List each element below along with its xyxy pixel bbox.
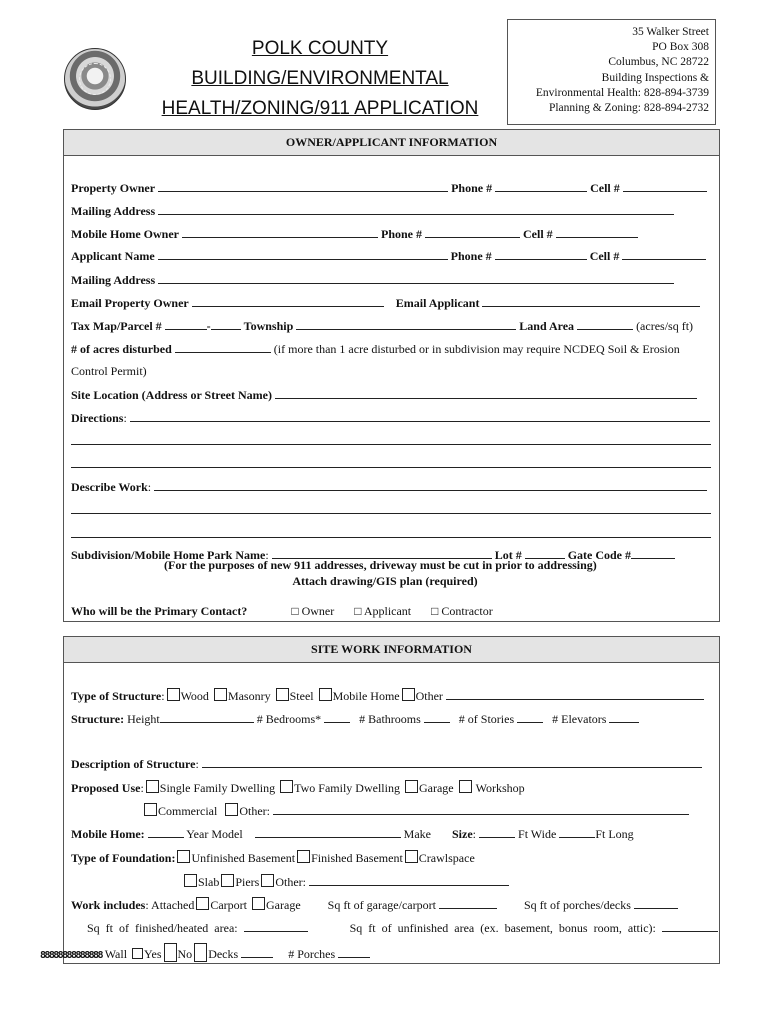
cell-label: Cell # — [590, 181, 620, 195]
wall-no-label: No — [177, 947, 193, 961]
sqft-porches-field[interactable] — [634, 897, 678, 909]
masonry-label: Masonry — [227, 689, 271, 703]
sqft-area-row — [87, 920, 718, 935]
address-line: Environmental Health: 828-894-3739 — [535, 86, 709, 99]
year-model-field[interactable] — [148, 826, 184, 838]
garage-checkbox[interactable] — [405, 780, 418, 793]
wood-label: Wood — [180, 689, 209, 703]
unfinished-basement-checkbox[interactable] — [177, 850, 190, 863]
decks-checkbox[interactable] — [194, 943, 207, 962]
site-location-label: Site Location (Address or Street Name) — [71, 388, 272, 402]
addressing-note: (For the purposes of new 911 addresses, driveway must be cut in prior to addressing) — [164, 558, 597, 572]
sqft-unfinished-field[interactable] — [662, 920, 718, 932]
other-checkbox[interactable] — [402, 688, 415, 701]
work-includes-row: Work includes: Attached Carport Garage Sq ft of garage/carport Sq ft of porches/decks — [71, 897, 678, 912]
bedrooms-label: # Bedrooms* — [256, 712, 322, 726]
subdivision-label: Subdivision/Mobile Home Park Name — [71, 548, 266, 562]
other-structure-field[interactable] — [446, 688, 704, 700]
elevators-label: # Elevators — [552, 712, 607, 726]
subdivision-row: Subdivision/Mobile Home Park Name: Lot # Gate Code # — [71, 547, 675, 562]
porches-label: # Porches — [288, 947, 336, 961]
township-label: Township — [243, 319, 294, 333]
mobile-home-row: Mobile Home: Year Model Make Size: Ft Wide Ft Long — [71, 827, 634, 841]
applicant-name-field[interactable] — [158, 248, 448, 260]
slab-checkbox[interactable] — [184, 874, 197, 887]
two-family-checkbox[interactable] — [280, 780, 293, 793]
gate-code-label: Gate Code # — [567, 548, 632, 562]
acres-label: # of acres disturbed — [71, 342, 172, 356]
single-family-checkbox[interactable] — [146, 780, 159, 793]
phone-field[interactable] — [495, 180, 587, 192]
wall-label: Wall — [104, 947, 128, 961]
tax-map-row — [71, 318, 693, 333]
form-title — [130, 34, 510, 124]
title-line-1: POLK COUNTY — [251, 38, 389, 59]
primary-contact-label: Who will be the Primary Contact? — [71, 604, 248, 618]
porches-field[interactable] — [338, 946, 370, 958]
proposed-use-label: Proposed Use — [71, 781, 141, 795]
foundation-label: Type of Foundation: — [71, 851, 176, 865]
email-applicant-label: Email Applicant — [395, 296, 480, 310]
wall-yes-label: Yes — [144, 947, 162, 961]
wall-row — [40, 943, 370, 963]
mailing-address-field[interactable] — [158, 203, 674, 215]
type-of-structure-label: Type of Structure — [71, 689, 162, 703]
garage-work-label: Garage — [266, 898, 301, 912]
carport-label: Carport — [210, 898, 247, 912]
foundation-row — [71, 850, 475, 865]
mobile-home-checkbox[interactable] — [319, 688, 332, 701]
ft-wide-label: Ft Wide — [518, 827, 557, 841]
description-label: Description of Structure — [71, 757, 196, 771]
height-field[interactable] — [160, 711, 254, 723]
type-of-structure-row: Type of Structure: Wood Masonry Steel Mobile Home Other — [71, 688, 704, 703]
other-foundation-field[interactable] — [309, 874, 509, 886]
attached-checkbox[interactable] — [196, 897, 209, 910]
decks-label: Decks — [208, 947, 239, 961]
wood-checkbox[interactable] — [167, 688, 180, 701]
tax-map-field[interactable] — [165, 318, 207, 330]
describe-work-label: Describe Work — [71, 480, 148, 494]
sqft-finished-field[interactable] — [244, 920, 308, 932]
garage-attached-checkbox[interactable] — [252, 897, 265, 910]
other-use-label: Other: — [239, 804, 270, 818]
crawlspace-checkbox[interactable] — [405, 850, 418, 863]
description-row: Description of Structure: — [71, 756, 702, 771]
length-field[interactable] — [559, 826, 595, 838]
other-use-checkbox[interactable] — [225, 803, 238, 816]
wall-yes-checkbox[interactable] — [132, 948, 143, 959]
piers-label: Piers — [235, 875, 260, 889]
lot-label: Lot # — [494, 548, 522, 562]
title-line-2: BUILDING/ENVIRONMENTAL — [191, 68, 449, 89]
phone-field[interactable] — [495, 248, 587, 260]
cell-field[interactable] — [622, 248, 706, 260]
stories-label: # of Stories — [458, 712, 515, 726]
phone-label: Phone # — [450, 249, 492, 263]
steel-label: Steel — [289, 689, 314, 703]
mailing-address-field[interactable] — [158, 272, 674, 284]
describe-work-row: Describe Work: — [71, 479, 707, 494]
tax-map-field-2[interactable] — [211, 318, 241, 330]
make-label: Make — [403, 827, 431, 841]
steel-checkbox[interactable] — [276, 688, 289, 701]
mobile-home-owner-label: Mobile Home Owner — [71, 227, 179, 241]
single-family-label: Single Family Dwelling — [159, 781, 276, 795]
sqft-porches-label: Sq ft of porches/decks — [523, 898, 631, 912]
wall-no-checkbox[interactable] — [164, 943, 177, 962]
owner-option-label: Owner — [301, 604, 335, 618]
size-label: Size — [452, 827, 473, 841]
structure-label: Structure: — [71, 712, 125, 726]
acres-row — [71, 341, 680, 356]
tax-map-dash: - — [206, 319, 211, 333]
masonry-checkbox[interactable] — [214, 688, 227, 701]
primary-contact-row — [71, 604, 493, 618]
owner-section-heading: OWNER/APPLICANT INFORMATION — [64, 130, 719, 156]
contractor-checkbox[interactable]: □ — [431, 604, 439, 618]
site-location-field[interactable] — [275, 387, 697, 399]
email-owner-field[interactable] — [192, 295, 384, 307]
land-area-unit: (acres/sq ft) — [636, 319, 694, 333]
height-label: Height — [127, 712, 160, 726]
commercial-row — [142, 803, 689, 818]
email-row — [71, 295, 700, 310]
describe-work-line-3[interactable] — [71, 537, 711, 538]
attached-label: Attached — [151, 898, 195, 912]
stories-field[interactable] — [517, 711, 543, 723]
other-use-field[interactable] — [273, 803, 689, 815]
acres-field[interactable] — [175, 341, 271, 353]
wall-prefix: 88888888888888 — [40, 950, 102, 961]
other-foundation-checkbox[interactable] — [261, 874, 274, 887]
ft-long-label: Ft Long — [595, 827, 634, 841]
office-address-box — [507, 19, 716, 125]
slab-label: Slab — [198, 875, 220, 889]
address-line: Planning & Zoning: 828-894-2732 — [548, 102, 709, 115]
land-area-field[interactable] — [577, 318, 633, 330]
mobile-home-owner-row — [71, 226, 638, 241]
acres-note-cont: Control Permit) — [71, 364, 147, 378]
bedrooms-field[interactable] — [324, 711, 350, 723]
applicant-option-label: Applicant — [363, 604, 412, 618]
mailing-address-label: Mailing Address — [71, 204, 156, 218]
work-includes-label: Work includes — [71, 898, 146, 912]
applicant-name-label: Applicant Name — [71, 249, 155, 263]
proposed-use-row: Proposed Use: Single Family Dwelling Two Family Dwelling Garage Workshop — [71, 781, 525, 795]
phone-label: Phone # — [380, 227, 422, 241]
applicant-mailing-row — [71, 272, 674, 287]
cell-label: Cell # — [523, 227, 553, 241]
address-line: Building Inspections & — [601, 71, 709, 84]
title-line-3: HEALTH/ZONING/911 APPLICATION — [161, 98, 479, 119]
width-field[interactable] — [479, 826, 515, 838]
directions-row: Directions: — [71, 410, 710, 425]
decks-field[interactable] — [241, 946, 273, 958]
email-applicant-field[interactable] — [482, 295, 700, 307]
applicant-name-row — [71, 248, 706, 263]
piers-checkbox[interactable] — [221, 874, 234, 887]
garage-label: Garage — [418, 781, 454, 795]
other-label: Other — [415, 689, 443, 703]
property-owner-label: Property Owner — [71, 181, 156, 195]
mobile-home-owner-field[interactable] — [182, 226, 378, 238]
sqft-unfinished-label: Sq ft of unfinished area (ex. basement, bonus room, attic): — [349, 921, 656, 935]
attach-drawing-note: Attach drawing/GIS plan (required) — [292, 574, 478, 588]
phone-label: Phone # — [451, 181, 493, 195]
mailing-address-label: Mailing Address — [71, 273, 156, 287]
commercial-label: Commercial — [158, 804, 218, 818]
make-field[interactable] — [255, 826, 401, 838]
two-family-label: Two Family Dwelling — [294, 781, 400, 795]
site-work-section — [63, 636, 720, 964]
cell-label: Cell # — [589, 249, 620, 263]
commercial-checkbox[interactable] — [144, 803, 157, 816]
unfinished-basement-label: Unfinished Basement — [191, 851, 296, 865]
sqft-garage-field[interactable] — [439, 897, 497, 909]
address-line: 35 Walker Street — [632, 26, 709, 38]
tax-map-label: Tax Map/Parcel # — [71, 319, 162, 333]
email-owner-label: Email Property Owner — [71, 296, 189, 310]
other-foundation-label: Other: — [275, 875, 306, 889]
describe-work-line-2[interactable] — [71, 513, 711, 514]
property-owner-field[interactable] — [158, 180, 448, 192]
mobile-home-label: Mobile Home — [332, 689, 400, 703]
acres-note: (if more than 1 acre disturbed or in subdivision may require NCDEQ Soil & Erosion — [273, 342, 680, 356]
directions-line-2[interactable] — [71, 444, 711, 445]
workshop-checkbox[interactable] — [459, 780, 472, 793]
describe-work-field[interactable] — [154, 479, 707, 491]
cell-field[interactable] — [623, 180, 707, 192]
cell-field[interactable] — [556, 226, 638, 238]
site-section-heading: SITE WORK INFORMATION — [64, 637, 719, 663]
year-model-label: Year Model — [186, 827, 243, 841]
phone-field[interactable] — [425, 226, 520, 238]
land-area-label: Land Area — [519, 319, 575, 333]
township-field[interactable] — [296, 318, 516, 330]
gate-code-field[interactable] — [631, 547, 675, 559]
sqft-finished-label: Sq ft of finished/heated area: — [87, 921, 238, 935]
finished-basement-checkbox[interactable] — [297, 850, 310, 863]
county-seal — [64, 48, 126, 110]
mailing-address-row — [71, 203, 674, 218]
owner-checkbox[interactable]: □ — [291, 604, 299, 618]
finished-basement-label: Finished Basement — [311, 851, 403, 865]
sqft-garage-label: Sq ft of garage/carport — [327, 898, 436, 912]
slab-row — [182, 874, 509, 889]
property-owner-row — [71, 180, 707, 195]
contractor-option-label: Contractor — [441, 604, 493, 618]
directions-line-3[interactable] — [71, 467, 711, 468]
description-field[interactable] — [202, 756, 702, 768]
structure-row — [71, 711, 639, 726]
address-line: PO Box 308 — [652, 41, 709, 54]
applicant-checkbox[interactable]: □ — [354, 604, 362, 618]
workshop-label: Workshop — [475, 781, 525, 795]
crawlspace-label: Crawlspace — [418, 851, 475, 865]
bathrooms-label: # Bathrooms — [359, 712, 421, 726]
address-line: Columbus, NC 28722 — [608, 56, 709, 69]
mobile-home-label: Mobile Home: — [71, 827, 145, 841]
elevators-field[interactable] — [609, 711, 639, 723]
bathrooms-field[interactable] — [424, 711, 450, 723]
directions-label: Directions — [71, 411, 124, 425]
directions-field[interactable] — [130, 410, 710, 422]
site-location-row — [71, 387, 697, 402]
